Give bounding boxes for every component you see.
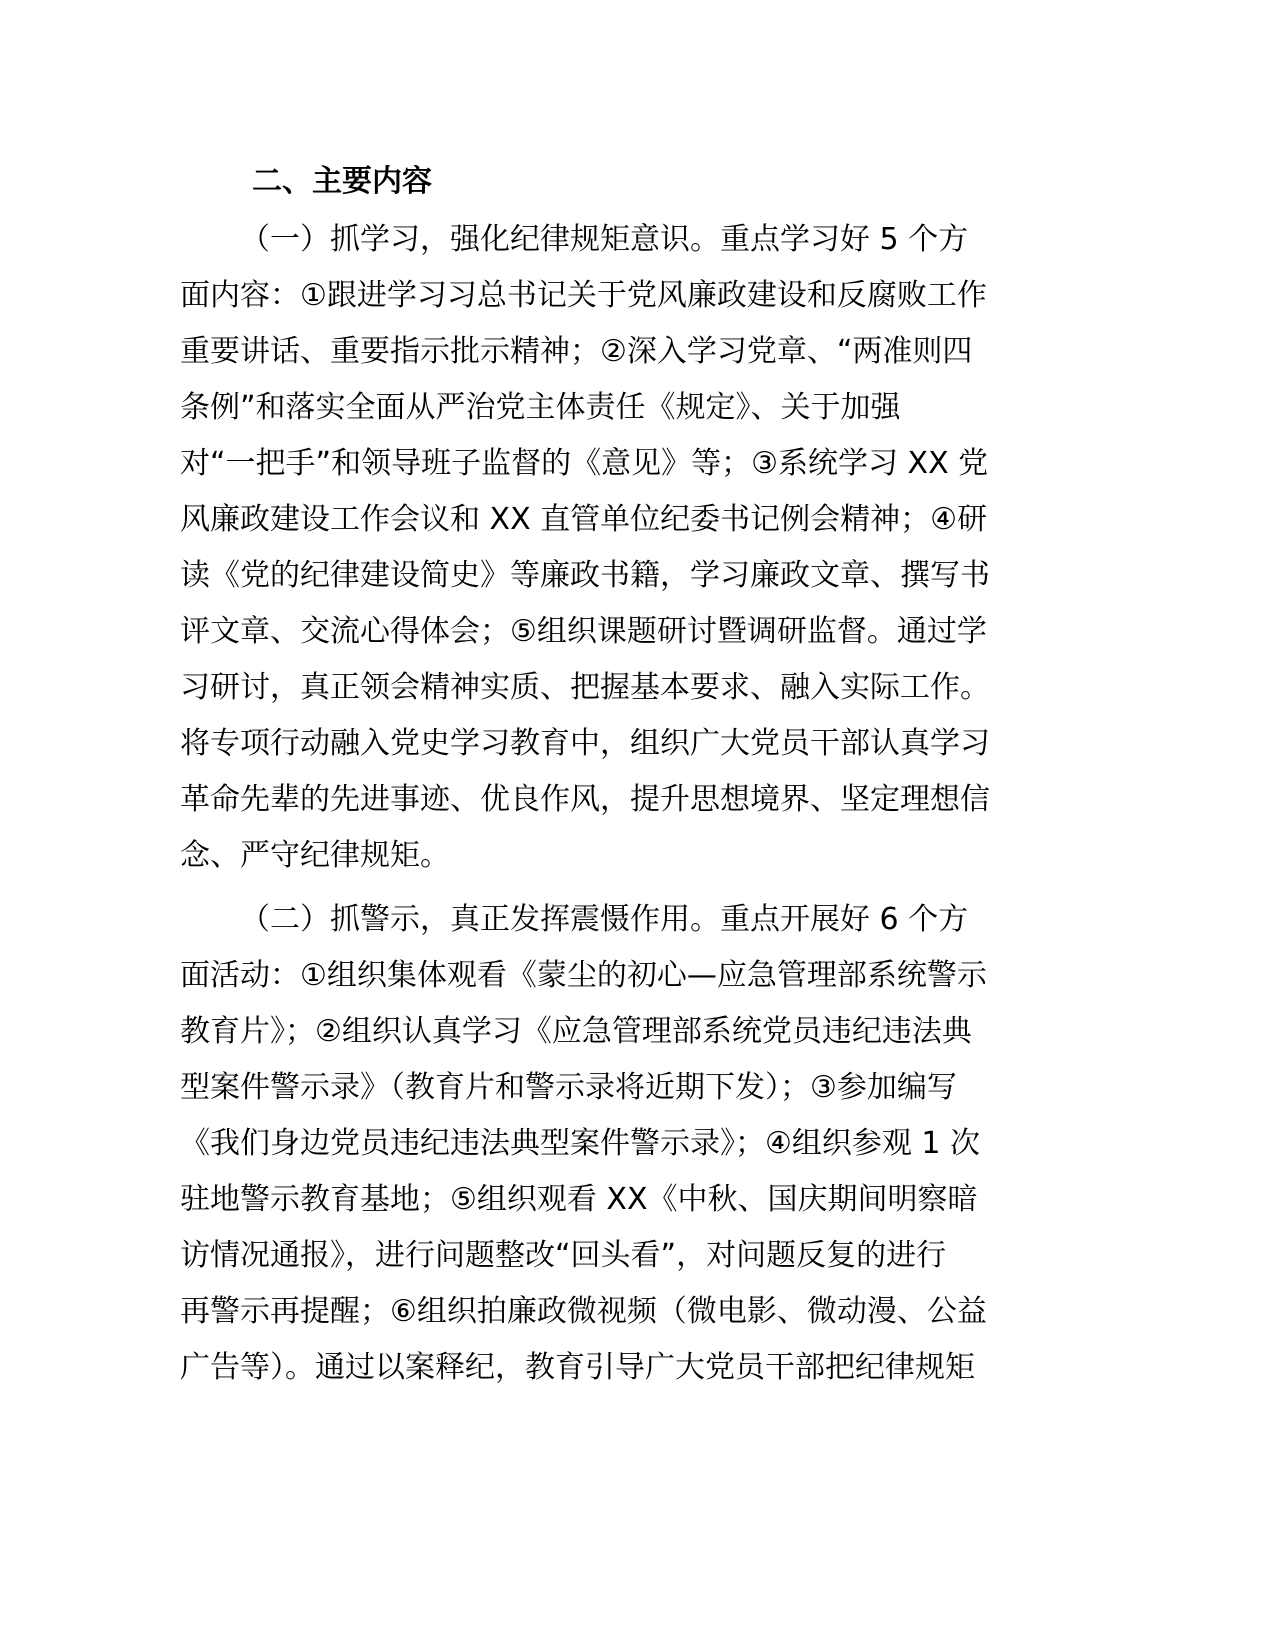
paragraph-line: 习研讨，真正领会精神实质、把握基本要求、融入实际工作。 <box>180 670 990 705</box>
paragraph-line: 访情况通报》，进行问题整改“回头看”，对问题反复的进行 <box>180 1238 947 1273</box>
paragraph-line: 广告等）。通过以案释纪，教育引导广大党员干部把纪律规矩 <box>180 1350 975 1385</box>
paragraph-line: （一）抓学习，强化纪律规矩意识。重点学习好 5 个方 <box>240 222 969 257</box>
paragraph-line: 型案件警示录》（教育片和警示录将近期下发）；③参加编写 <box>180 1070 957 1105</box>
paragraph-line: 将专项行动融入党史学习教育中，组织广大党员干部认真学习 <box>180 726 990 761</box>
paragraph-line: 革命先辈的先进事迹、优良作风，提升思想境界、坚定理想信 <box>180 782 990 817</box>
paragraph-line: 重要讲话、重要指示批示精神；②深入学习党章、“两准则四 <box>180 334 973 369</box>
paragraph-line: 评文章、交流心得体会；⑤组织课题研讨暨调研监督。通过学 <box>180 614 987 649</box>
paragraph-line: 对“一把手”和领导班子监督的《意见》等；③系统学习 XX 党 <box>180 446 989 481</box>
paragraph-line: 念、严守纪律规矩。 <box>180 838 450 873</box>
paragraph-line: 《我们身边党员违纪违法典型案件警示录》；④组织参观 1 次 <box>180 1126 981 1161</box>
paragraph-line: 驻地警示教育基地；⑤组织观看 XX《中秋、国庆期间明察暗 <box>180 1182 978 1217</box>
paragraph-line: 教育片》；②组织认真学习《应急管理部系统党员违纪违法典 <box>180 1014 972 1049</box>
paragraph-line: 条例”和落实全面从严治党主体责任《规定》、关于加强 <box>180 390 901 425</box>
paragraph-line: （二）抓警示，真正发挥震慑作用。重点开展好 6 个方 <box>240 902 969 937</box>
paragraph-line: 读《党的纪律建设简史》等廉政书籍，学习廉政文章、撰写书 <box>180 558 990 593</box>
paragraph-line: 面内容：①跟进学习习总书记关于党风廉政建设和反腐败工作 <box>180 278 987 313</box>
paragraph-line: 再警示再提醒；⑥组织拍廉政微视频（微电影、微动漫、公益 <box>180 1294 987 1329</box>
paragraph-line: 风廉政建设工作会议和 XX 直管单位纪委书记例会精神；④研 <box>180 502 988 537</box>
paragraph-line: 面活动：①组织集体观看《蒙尘的初心—应急管理部系统警示 <box>180 958 987 993</box>
section-heading: 二、主要内容 <box>252 164 432 199</box>
